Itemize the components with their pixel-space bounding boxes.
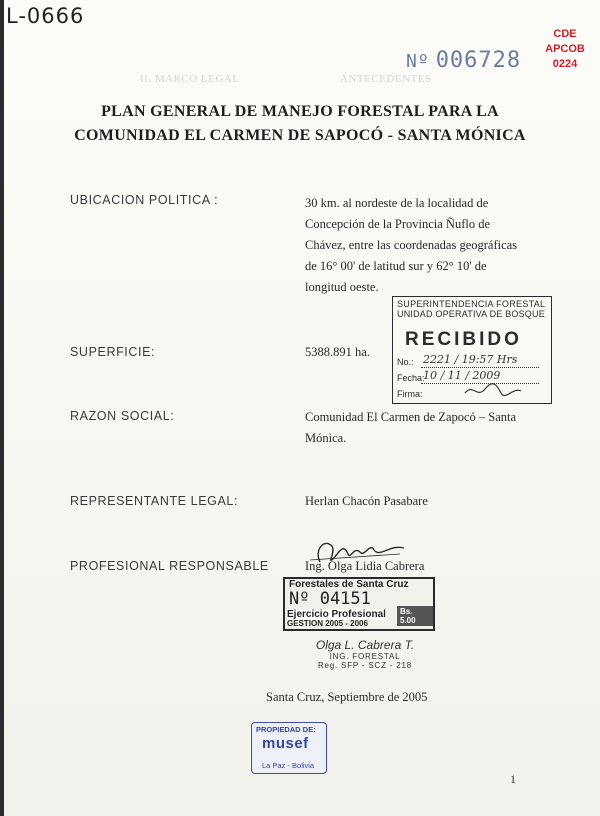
received-no-label: No.:: [397, 357, 414, 367]
archive-stamp: [541, 27, 589, 72]
title-line: COMUNIDAD EL CARMEN DE SAPOCÓ - SANTA MÓNICA: [74, 127, 526, 144]
ubicacion-line: Concepción de la Provincia Ñuflo de: [305, 217, 491, 231]
received-fecha-label: Fecha:: [397, 373, 425, 383]
archive-stamp-line: APCOB: [545, 43, 585, 55]
bleed-through: II. MARCO LEGAL: [140, 73, 240, 85]
received-stamp-status: RECIBIDO: [405, 329, 522, 350]
place-date: Santa Cruz, Septiembre de 2005: [266, 690, 428, 704]
title-line: PLAN GENERAL DE MANEJO FORESTAL PARA LA: [101, 103, 499, 120]
received-fecha-value: 10 / 11 / 2009: [423, 369, 501, 382]
ownership-location: La Paz - Bolivia: [262, 761, 315, 770]
registration-org: Forestales de Santa Cruz: [289, 579, 409, 590]
serial-number: 006728: [435, 48, 522, 73]
registration-number: Nº 04151: [289, 589, 371, 609]
ubicacion-label: UBICACION POLITICA :: [70, 193, 219, 207]
received-no-value: 2221 / 19:57 Hrs: [423, 353, 518, 366]
ownership-name: musef: [262, 735, 309, 752]
ubicacion-line: 30 km. al nordeste de la localidad de: [305, 196, 489, 210]
ubicacion-line: Chávez, entre las coordenadas geográficas: [305, 238, 518, 252]
received-no-line: [421, 367, 539, 368]
superficie-label: SUPERFICIE:: [70, 345, 156, 359]
ownership-heading: PROPIEDAD DE:: [256, 725, 316, 734]
ubicacion-value: [305, 193, 517, 298]
razon-social-line: Mónica.: [305, 431, 347, 445]
serial-prefix: Nº: [406, 51, 430, 72]
razon-social-label: RAZON SOCIAL:: [70, 409, 175, 423]
profesional-label: PROFESIONAL RESPONSABLE: [70, 559, 269, 573]
handwritten-reference: L-0666: [6, 4, 85, 28]
signature-block: [305, 638, 425, 670]
received-stamp: [392, 296, 552, 404]
received-signature-scribble: [463, 381, 523, 399]
received-firma-label: Firma:: [397, 389, 423, 399]
ubicacion-line: longitud oeste.: [305, 280, 379, 294]
representante-label: REPRESENTANTE LEGAL:: [70, 494, 239, 508]
received-stamp-org: SUPERINTENDENCIA FORESTAL: [397, 299, 546, 309]
page-number: 1: [510, 772, 516, 786]
ownership-stamp: [251, 722, 327, 774]
representante-value: Herlan Chacón Pasabare: [305, 494, 428, 508]
registration-stamp: [283, 577, 435, 631]
scan-edge: [0, 0, 4, 816]
archive-stamp-line: CDE: [553, 28, 577, 40]
document-title: [60, 100, 540, 148]
archive-stamp-line: 0224: [552, 58, 578, 70]
profesional-value: Ing. Olga Lidia Cabrera: [305, 559, 425, 573]
superficie-value: 5388.891 ha.: [305, 345, 370, 359]
registration-title: Ejercicio Profesional: [287, 609, 386, 620]
signatory-name: Olga L. Cabrera T.: [315, 638, 415, 652]
received-stamp-unit: UNIDAD OPERATIVA DE BOSQUE: [397, 309, 545, 319]
signatory-registration: Reg. SFP - SCZ - 218: [317, 661, 413, 670]
razon-social-value: [305, 407, 516, 449]
signatory-title: ING. FORESTAL: [329, 652, 401, 661]
ubicacion-line: de 16° 00' de latitud sur y 62° 10' de: [305, 259, 487, 273]
bleed-through: ANTECEDENTES: [340, 73, 432, 85]
serial-number-stamp: [406, 48, 521, 73]
registration-period: GESTION 2005 - 2006: [287, 619, 368, 628]
razon-social-line: Comunidad El Carmen de Zapocó – Santa: [305, 410, 517, 424]
registration-fee: Bs. 5.00: [397, 606, 433, 626]
